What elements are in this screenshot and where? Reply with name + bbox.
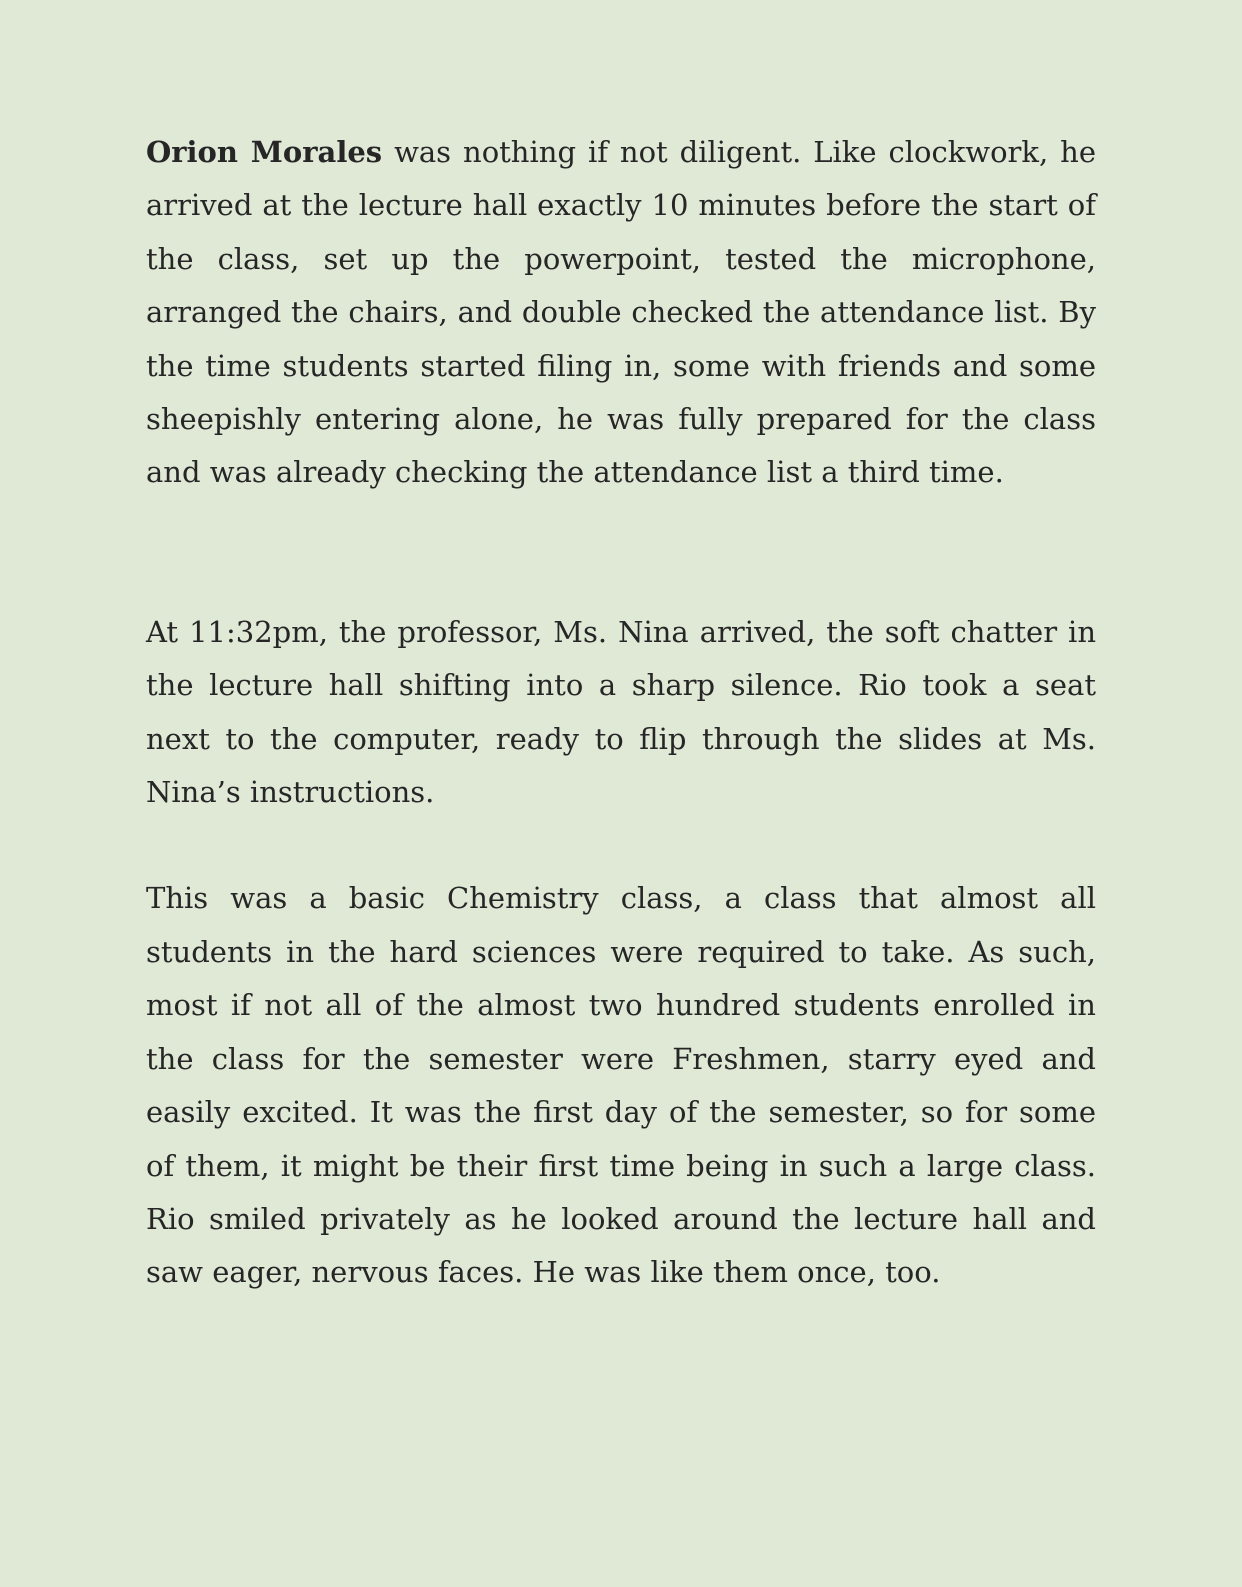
paragraph-1-text: was nothing if not diligent. Like clockwork, he arrived at the lecture hall exactly 10 minutes before the start of the class, set up the powerpoint, tested the microphone, arranged the chairs, and double checked the attendance list. By the time students started filing in, some with friends and some sheepishly entering alone, he was fully prepared for the class and was already checking the attendance list a third time. bbox=[146, 135, 1096, 490]
paragraph-1 bbox=[146, 126, 1096, 500]
paragraph-2: At 11:32pm, the professor, Ms. Nina arrived, the soft chatter in the lecture hall shifting into a sharp silence. Rio took a seat next to the computer, ready to flip through the slides at Ms. Nina’s instructions. bbox=[146, 614, 1096, 810]
document-page bbox=[146, 126, 1096, 1300]
character-name: Orion Morales bbox=[146, 135, 383, 169]
paragraph-3: This was a basic Chemistry class, a class that almost all students in the hard sciences were required to take. As such, most if not all of the almost two hundred students enrolled in the class for the semester were Freshmen, starry eyed and easily excited. It was the first day of the semester, so for some of them, it might be their first time being in such a large class. Rio smiled privately as he looked around the lecture hall and saw eager, nervous faces. He was like them once, too. bbox=[146, 881, 1096, 1290]
